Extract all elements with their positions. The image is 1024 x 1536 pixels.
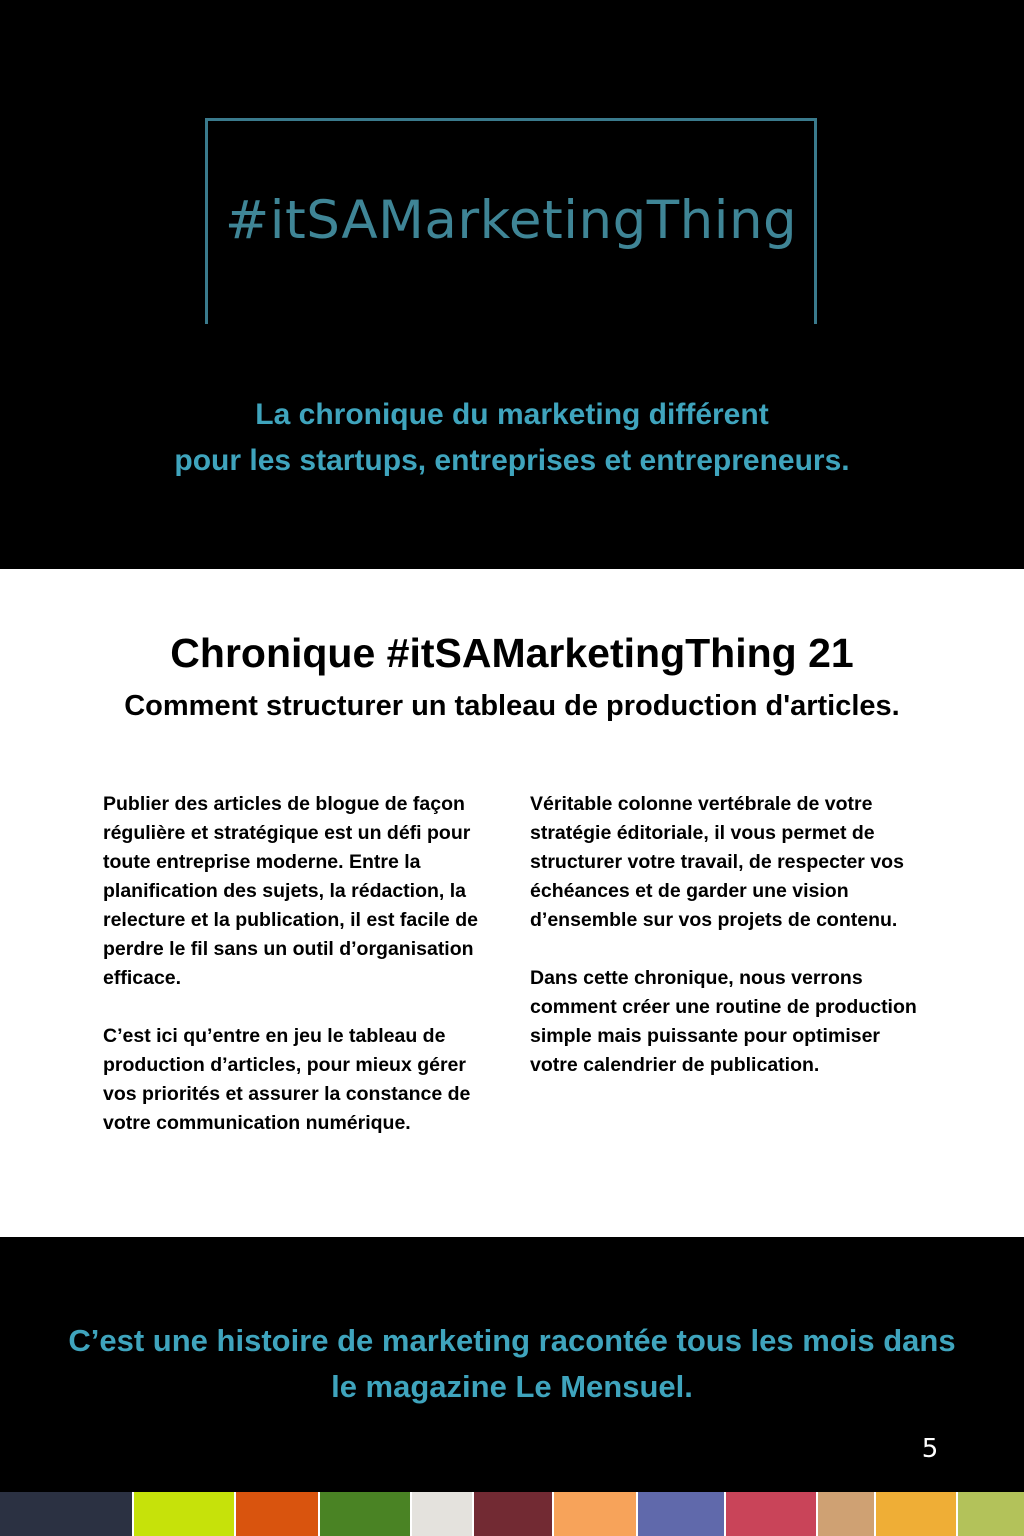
palette-swatch: [638, 1492, 726, 1536]
paragraph: Véritable colonne vertébrale de votre stratégie éditoriale, il vous permet de structurer votre travail, de respecter vos échéances et de garder une vision d’ensemble sur vos projets de contenu.: [530, 793, 904, 931]
palette-swatch: [0, 1492, 134, 1536]
paragraph: Publier des articles de blogue de façon régulière et stratégique est un défi pour toute entreprise moderne. Entre la planification des sujets, la rédaction, la relecture et la publication, il est facile de perdre le fil sans un outil d’organisation efficace.: [103, 793, 478, 989]
tagline-line-2: pour les startups, entreprises et entrepreneurs.: [174, 444, 850, 477]
palette-swatch: [236, 1492, 320, 1536]
palette-swatch: [876, 1492, 958, 1536]
paragraph: C’est ici qu’entre en jeu le tableau de production d’articles, pour mieux gérer vos priorités et assurer la constance de votre communication numérique.: [103, 1025, 471, 1134]
palette-swatch: [726, 1492, 818, 1536]
page-number: 5: [921, 1434, 939, 1464]
closing-line-1: C’est une histoire de marketing racontée tous les mois dans: [68, 1323, 956, 1358]
paragraph: Dans cette chronique, nous verrons comment créer une routine de production simple mais puissante pour optimiser votre calendrier de publication.: [530, 967, 917, 1076]
article-column-left: [103, 790, 493, 1167]
palette-swatch: [818, 1492, 876, 1536]
article-column-right: [530, 790, 920, 1109]
palette-swatch: [474, 1492, 554, 1536]
color-palette-strip: [0, 1492, 1024, 1536]
article-title: Chronique #itSAMarketingThing 21: [170, 630, 854, 676]
closing-line-2: le magazine Le Mensuel.: [331, 1369, 693, 1404]
closing-text: [60, 1318, 964, 1410]
palette-swatch: [554, 1492, 638, 1536]
tagline-line-1: La chronique du marketing différent: [255, 398, 769, 431]
palette-swatch: [958, 1492, 1024, 1536]
brand-title: #itSAMarketingThing: [224, 190, 798, 251]
brand-frame-gap: [301, 316, 721, 328]
tagline: [0, 392, 1024, 484]
palette-swatch: [412, 1492, 474, 1536]
palette-swatch: [134, 1492, 236, 1536]
article-subtitle: Comment structurer un tableau de production d'articles.: [124, 690, 900, 722]
palette-swatch: [320, 1492, 412, 1536]
